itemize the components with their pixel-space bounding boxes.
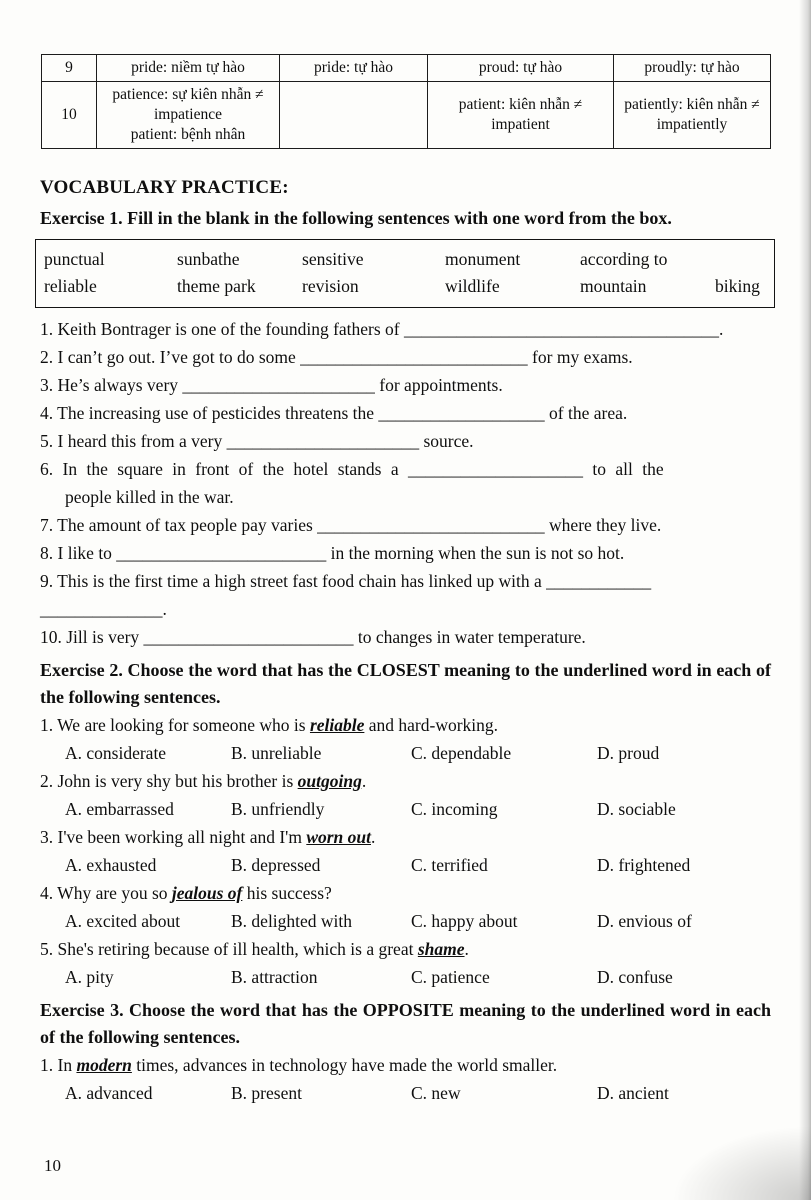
verb-cell [280,82,428,149]
exercise-2-title: Exercise 2. Choose the word that has the CLOSEST meaning to the underlined word in each of the following sentences. [40,660,771,707]
option-b: B. unfriendly [231,799,325,819]
word-option: sensitive [302,249,364,269]
fill-blank-sentence-3: 3. He’s always very ______________________ for appointments. [40,375,503,395]
fill-blank-sentence-4: 4. The increasing use of pesticides threatens the ___________________ of the area. [40,403,628,423]
option-c: C. terrified [411,855,488,875]
stem-pre: 2. John is very shy but his brother is [40,771,298,791]
noun-cell [97,82,280,149]
option-b: B. delighted with [231,911,353,931]
answer-options [40,1079,771,1107]
fill-blank-sentence-1: 1. Keith Bontrager is one of the founding fathers of ____________________________________. [40,319,724,339]
fill-blank-sentence-5: 5. I heard this from a very ______________________ source. [40,431,474,451]
adjective-cell: patient: kiên nhẫn ≠ impatient [428,82,614,149]
answer-options [40,795,771,823]
ex2-question-2 [40,767,771,823]
option-d: D. frightened [597,855,691,875]
sentence-line-1: 6. In the square in front of the hotel stands a ____________________ to all the [40,459,664,479]
noun-entry-1: patience: sự kiên nhẫn ≠ impatience [112,86,264,123]
adverb-cell: proudly: tự hào [614,55,771,82]
answer-options [40,963,771,991]
option-a: A. pity [65,967,114,987]
vocabulary-practice-heading: VOCABULARY PRACTICE: [40,177,289,198]
question-stem [40,767,771,795]
option-b: B. attraction [231,967,318,987]
option-b: B. unreliable [231,743,322,763]
exercise-2-questions [40,711,771,991]
sentence-line-1: 9. This is the first time a high street fast food chain has linked up with a ____________ [40,571,652,591]
stem-post: times, advances in technology have made the world smaller. [131,1055,558,1075]
row-number-cell: 10 [42,82,97,149]
exercise-3-questions [40,1051,771,1107]
exercise-3-title: Exercise 3. Choose the word that has the OPPOSITE meaning to the underlined word in each of the following sentences. [40,1000,771,1047]
option-b: B. depressed [231,855,321,875]
option-a: A. considerate [65,743,167,763]
underlined-keyword: jealous of [171,883,243,903]
question-stem [40,1051,771,1079]
word-option: monument [445,249,521,269]
option-d: D. sociable [597,799,676,819]
word-box-row-1 [44,246,766,273]
ex3-question-1 [40,1051,771,1107]
fill-blank-sentence-10: 10. Jill is very ________________________ to changes in water temperature. [40,627,586,647]
sentence-line-2: ______________. [40,599,167,619]
question-stem [40,711,771,739]
fill-blank-sentence-8: 8. I like to ________________________ in the morning when the sun is not so hot. [40,543,625,563]
option-a: A. advanced [65,1083,153,1103]
option-a: A. exhausted [65,855,157,875]
stem-pre: 1. We are looking for someone who is [40,715,310,735]
underlined-keyword: worn out [306,827,371,847]
option-c: C. incoming [411,799,498,819]
ex2-question-4 [40,879,771,935]
row-number-cell: 9 [42,55,97,82]
option-c: C. dependable [411,743,512,763]
word-box [35,239,775,308]
answer-options [40,739,771,767]
ex2-question-3 [40,823,771,879]
verb-cell: pride: tự hào [280,55,428,82]
word-option: according to [580,249,668,269]
answer-options [40,907,771,935]
option-c: C. new [411,1083,461,1103]
option-c: C. patience [411,967,490,987]
fill-blank-sentence-2: 2. I can’t go out. I’ve got to do some __________________________ for my exams. [40,347,633,367]
word-option: reliable [44,276,97,296]
fill-blank-sentence-9 [40,567,771,623]
table-row-9 [42,55,771,82]
exercise-1-sentences [40,315,771,651]
scan-corner-shadow [661,1120,811,1200]
stem-post: his success? [242,883,332,903]
stem-post: . [361,771,367,791]
word-option: punctual [44,249,105,269]
underlined-keyword: reliable [309,715,365,735]
word-option: theme park [177,276,256,296]
word-option: wildlife [445,276,500,296]
option-d: D. ancient [597,1083,669,1103]
stem-pre: 1. In [40,1055,77,1075]
question-stem [40,823,771,851]
table-row-10 [42,82,771,149]
stem-post: . [464,939,469,959]
underlined-keyword: modern [76,1055,132,1075]
question-stem [40,879,771,907]
option-d: D. proud [597,743,660,763]
option-d: D. confuse [597,967,673,987]
adjective-cell: proud: tự hào [428,55,614,82]
fill-blank-sentence-6 [40,455,771,511]
option-b: B. present [231,1083,302,1103]
question-stem [40,935,771,963]
fill-blank-sentence-7: 7. The amount of tax people pay varies __________________________ where they live. [40,515,662,535]
option-a: A. embarrassed [65,799,174,819]
word-forms-table [41,54,771,149]
word-option: revision [302,276,359,296]
exercise-1-title: Exercise 1. Fill in the blank in the following sentences with one word from the box. [40,208,672,228]
adverb-cell: patiently: kiên nhẫn ≠ impatiently [614,82,771,149]
page-number: 10 [44,1156,61,1175]
word-option: mountain [580,276,647,296]
word-box-row-2 [44,273,766,300]
option-a: A. excited about [65,911,181,931]
stem-pre: 5. She's retiring because of ill health, which is a great [40,939,418,959]
ex2-question-5 [40,935,771,991]
underlined-keyword: outgoing [297,771,362,791]
ex2-question-1 [40,711,771,767]
stem-pre: 4. Why are you so [40,883,172,903]
sentence-line-2: people killed in the war. [65,487,234,507]
word-option: biking [715,276,760,296]
option-d: D. envious of [597,911,692,931]
word-option: sunbathe [177,249,240,269]
noun-cell: pride: niềm tự hào [97,55,280,82]
answer-options [40,851,771,879]
stem-post: . [371,827,376,847]
underlined-keyword: shame [417,939,465,959]
option-c: C. happy about [411,911,518,931]
stem-post: and hard-working. [364,715,499,735]
noun-entry-2: patient: bệnh nhân [130,126,246,143]
stem-pre: 3. I've been working all night and I'm [40,827,307,847]
